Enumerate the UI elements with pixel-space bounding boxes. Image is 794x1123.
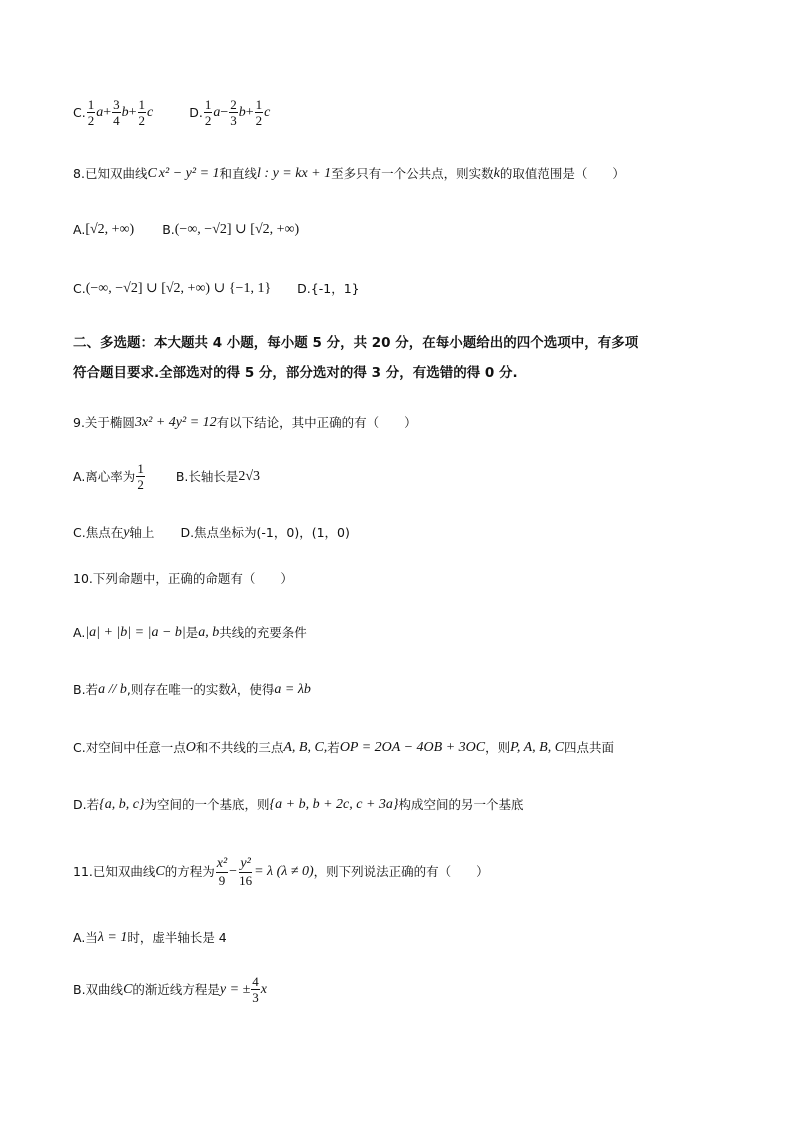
fraction: $\frac{\text{y²}}{16}$ [239,856,253,888]
q8-option-a: [√2, +∞) [85,222,135,237]
vector-b: b [121,104,129,120]
q9-options-ab: A.离心率为 $\frac{1}{2}$ B.长轴长是 2√3 [73,461,261,492]
fraction: $\frac{1}{2}$ [87,97,95,128]
q11-option-a: A.当 λ = 1 时，虚半轴长是 4 [73,929,227,945]
q7-options-cd [73,98,270,127]
q7-option-d-label: D. [189,104,203,120]
operator: − [220,104,229,120]
fraction: $\frac{1}{2}$ [137,461,144,492]
vector-c: c [264,104,271,120]
section-2-heading-line2: 符合题目要求.全部选对的得 5 分，部分选对的得 3 分，有选错的得 0 分. [73,365,518,381]
q9-stem: 9.关于椭圆 3x² + 4y² = 12 有以下结论，其中正确的有（ ） [73,414,417,430]
fraction: $\frac{1}{2}$ [255,97,263,128]
fraction: $\frac{2}{3}$ [230,97,237,128]
q11-stem: 11.已知双曲线 C 的方程为 $\frac{\text{x²}}{9}$ − $\frac{\text{y²}}{16}$ = λ (λ ≠ 0) ，则下列说法正确的有（ ） [73,856,489,888]
fraction: $\frac{1}{2}$ [204,97,212,128]
line-equation: l : y = kx + 1 [257,166,332,181]
q10-stem: 10.下列命题中，正确的命题有（ ） [73,571,293,586]
vector-equation: OP = 2OA − 4OB + 3OC [339,740,486,755]
operator: + [245,104,254,120]
fraction: $\frac{1}{2}$ [138,97,146,128]
q8-options-cd: C. (−∞, −√2] ∪ [√2, +∞) ∪ {−1, 1} D. {-1，1} [73,280,360,296]
section-2-heading-line1: 二、多选题：本大题共 4 小题，每小题 5 分，共 20 分，在每小题给出的四个选项中，有多项 [73,335,639,351]
fraction: $\frac{3}{4}$ [113,97,120,128]
q10-option-a: A. |a| + |b| = |a − b| 是 a, b 共线的充要条件 [73,624,307,640]
q8-option-b: (−∞, −√2] ∪ [√2, +∞) [174,222,300,237]
operator: + [128,104,137,120]
vector-c: c [147,104,154,120]
q10-option-d: D.若 {a, b, c} 为空间的一个基底，则 {a + b, b + 2c, c + 3a} 构成空间的另一个基底 [73,796,524,812]
vector-b: b [238,104,246,120]
fraction: $\frac{\text{x²}}{9}$ [216,856,228,888]
ellipse-equation: 3x² + 4y² = 12 [134,415,217,430]
q9-options-cd: C.焦点在 y 轴上 D.焦点坐标为(-1，0)，(1，0) [73,524,350,540]
vector-a: a [96,104,104,120]
vector-a: a [213,104,221,120]
q11-option-b: B.双曲线 C 的渐近线方程是 y = ± $\frac{4}{3}$ x [73,974,267,1005]
q10-option-b: B.若 a // b ,则存在唯一的实数 λ ，使得 a = λb [73,681,311,697]
long-axis-value: 2√3 [238,468,261,484]
q8-options-ab: A. [√2, +∞) B. (−∞, −√2] ∪ [√2, +∞) [73,221,300,237]
q10-option-c: C.对空间中任意一点 O 和不共线的三点 A, B, C, 若 OP = 2OA − 4OB + 3OC ，则 P, A, B, C 四点共面 [73,739,615,755]
operator: + [103,104,112,120]
fraction: $\frac{4}{3}$ [252,974,259,1005]
q8-stem: 8. 已知双曲线 C x² − y² = 1 和直线 l : y = kx + 1 至多只有一个公共点，则实数 k 的取值范围是（ ） [73,165,625,181]
q8-option-c: (−∞, −√2] ∪ [√2, +∞) ∪ {−1, 1} [85,281,272,296]
q8-option-d: {-1，1} [310,280,360,296]
hyperbola-equation: x² − y² = 1 [158,166,220,181]
q7-option-c-label: C. [73,104,86,120]
